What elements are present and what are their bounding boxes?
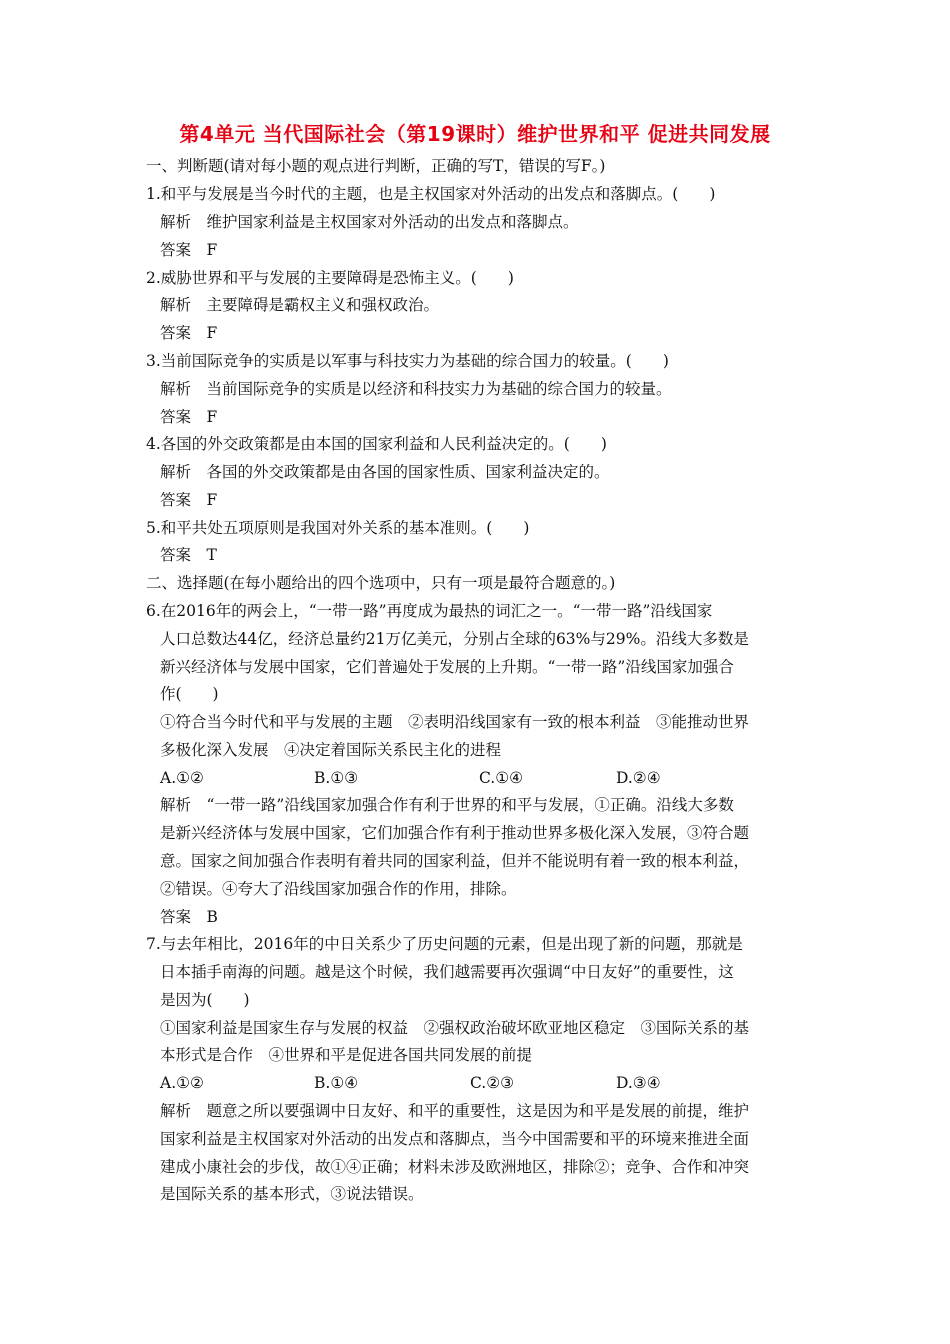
question-6-answer: 答案 B [160,908,218,926]
question-6-option-b: B.①③ [314,769,359,787]
question-7-option-b: B.①④ [314,1074,359,1092]
question-2-stem: 2.威胁世界和平与发展的主要障碍是恐怖主义。( ) [146,269,514,287]
question-4-answer: 答案 F [160,491,218,509]
question-7-analysis-line: 建成小康社会的步伐，故①④正确；材料未涉及欧洲地区，排除②；竞争、合作和冲突 [160,1158,750,1176]
question-6-analysis-line: 是新兴经济体与发展中国家，它们加强合作有利于推动世界多极化深入发展，③符合题 [160,824,750,842]
question-7-analysis-line: 解析 题意之所以要强调中日友好、和平的重要性，这是因为和平是发展的前提，维护 [160,1102,750,1120]
question-7-stem-line: 是因为( ) [160,991,250,1009]
question-7-analysis-line: 是国际关系的基本形式，③说法错误。 [160,1185,424,1203]
question-7-analysis-line: 国家利益是主权国家对外活动的出发点和落脚点，当今中国需要和平的环境来推进全面 [160,1130,750,1148]
question-7-option-c: C.②③ [470,1074,515,1092]
question-7-statement-line: ①国家利益是国家生存与发展的权益 ②强权政治破坏欧亚地区稳定 ③国际关系的基 [160,1019,750,1037]
question-7-option-d: D.③④ [616,1074,661,1092]
section-heading-choice: 二、选择题(在每小题给出的四个选项中，只有一项是最符合题意的。) [146,574,616,592]
question-6-option-d: D.②④ [616,769,661,787]
question-6-stem-line: 新兴经济体与发展中国家，它们普遍处于发展的上升期。“一带一路”沿线国家加强合 [160,658,734,676]
question-5-answer: 答案 T [160,546,217,564]
question-1-answer: 答案 F [160,241,218,259]
question-6-analysis-line: ②错误。④夸大了沿线国家加强合作的作用，排除。 [160,880,517,898]
question-3-answer: 答案 F [160,408,218,426]
section-heading-judgement: 一、判断题(请对每小题的观点进行判断，正确的写T，错误的写F。) [146,157,606,175]
question-6-stem-line: 人口总数达44亿，经济总量约21万亿美元，分别占全球的63%与29%。沿线大多数是 [160,630,749,648]
question-3-analysis: 解析 当前国际竞争的实质是以经济和科技实力为基础的综合国力的较量。 [160,380,672,398]
question-7-stem-line: 7.与去年相比，2016年的中日关系少了历史问题的元素，但是出现了新的问题，那就是 [146,935,743,953]
question-7-option-a: A.①② [160,1074,204,1092]
question-7-stem-line: 日本插手南海的问题。越是这个时候，我们越需要再次强调“中日友好”的重要性，这 [160,963,734,981]
question-6-option-a: A.①② [160,769,204,787]
question-4-stem: 4.各国的外交政策都是由本国的国家利益和人民利益决定的。( ) [146,435,607,453]
question-5-stem: 5.和平共处五项原则是我国对外关系的基本准则。( ) [146,519,530,537]
question-1-analysis: 解析 维护国家利益是主权国家对外活动的出发点和落脚点。 [160,213,579,231]
question-6-analysis-line: 解析 “一带一路”沿线国家加强合作有利于世界的和平与发展，①正确。沿线大多数 [160,796,734,814]
question-7-statement-line: 本形式是合作 ④世界和平是促进各国共同发展的前提 [160,1046,533,1064]
page-title: 第4单元 当代国际社会（第19课时）维护世界和平 促进共同发展 [179,122,771,146]
question-1-stem: 1.和平与发展是当今时代的主题，也是主权国家对外活动的出发点和落脚点。( ) [146,185,716,203]
question-2-analysis: 解析 主要障碍是霸权主义和强权政治。 [160,296,440,314]
question-6-analysis-line: 意。国家之间加强合作表明有着共同的国家利益，但并不能说明有着一致的根本利益， [160,852,750,870]
question-6-statement-line: 多极化深入发展 ④决定着国际关系民主化的进程 [160,741,502,759]
question-6-stem-line: 6.在2016年的两会上，“一带一路”再度成为最热的词汇之一。“一带一路”沿线国家 [146,602,713,620]
question-3-stem: 3.当前国际竞争的实质是以军事与科技实力为基础的综合国力的较量。( ) [146,352,669,370]
question-6-statement-line: ①符合当今时代和平与发展的主题 ②表明沿线国家有一致的根本利益 ③能推动世界 [160,713,750,731]
question-6-stem-line: 作( ) [160,685,219,703]
question-4-analysis: 解析 各国的外交政策都是由各国的国家性质、国家利益决定的。 [160,463,610,481]
question-2-answer: 答案 F [160,324,218,342]
question-6-option-c: C.①④ [479,769,524,787]
